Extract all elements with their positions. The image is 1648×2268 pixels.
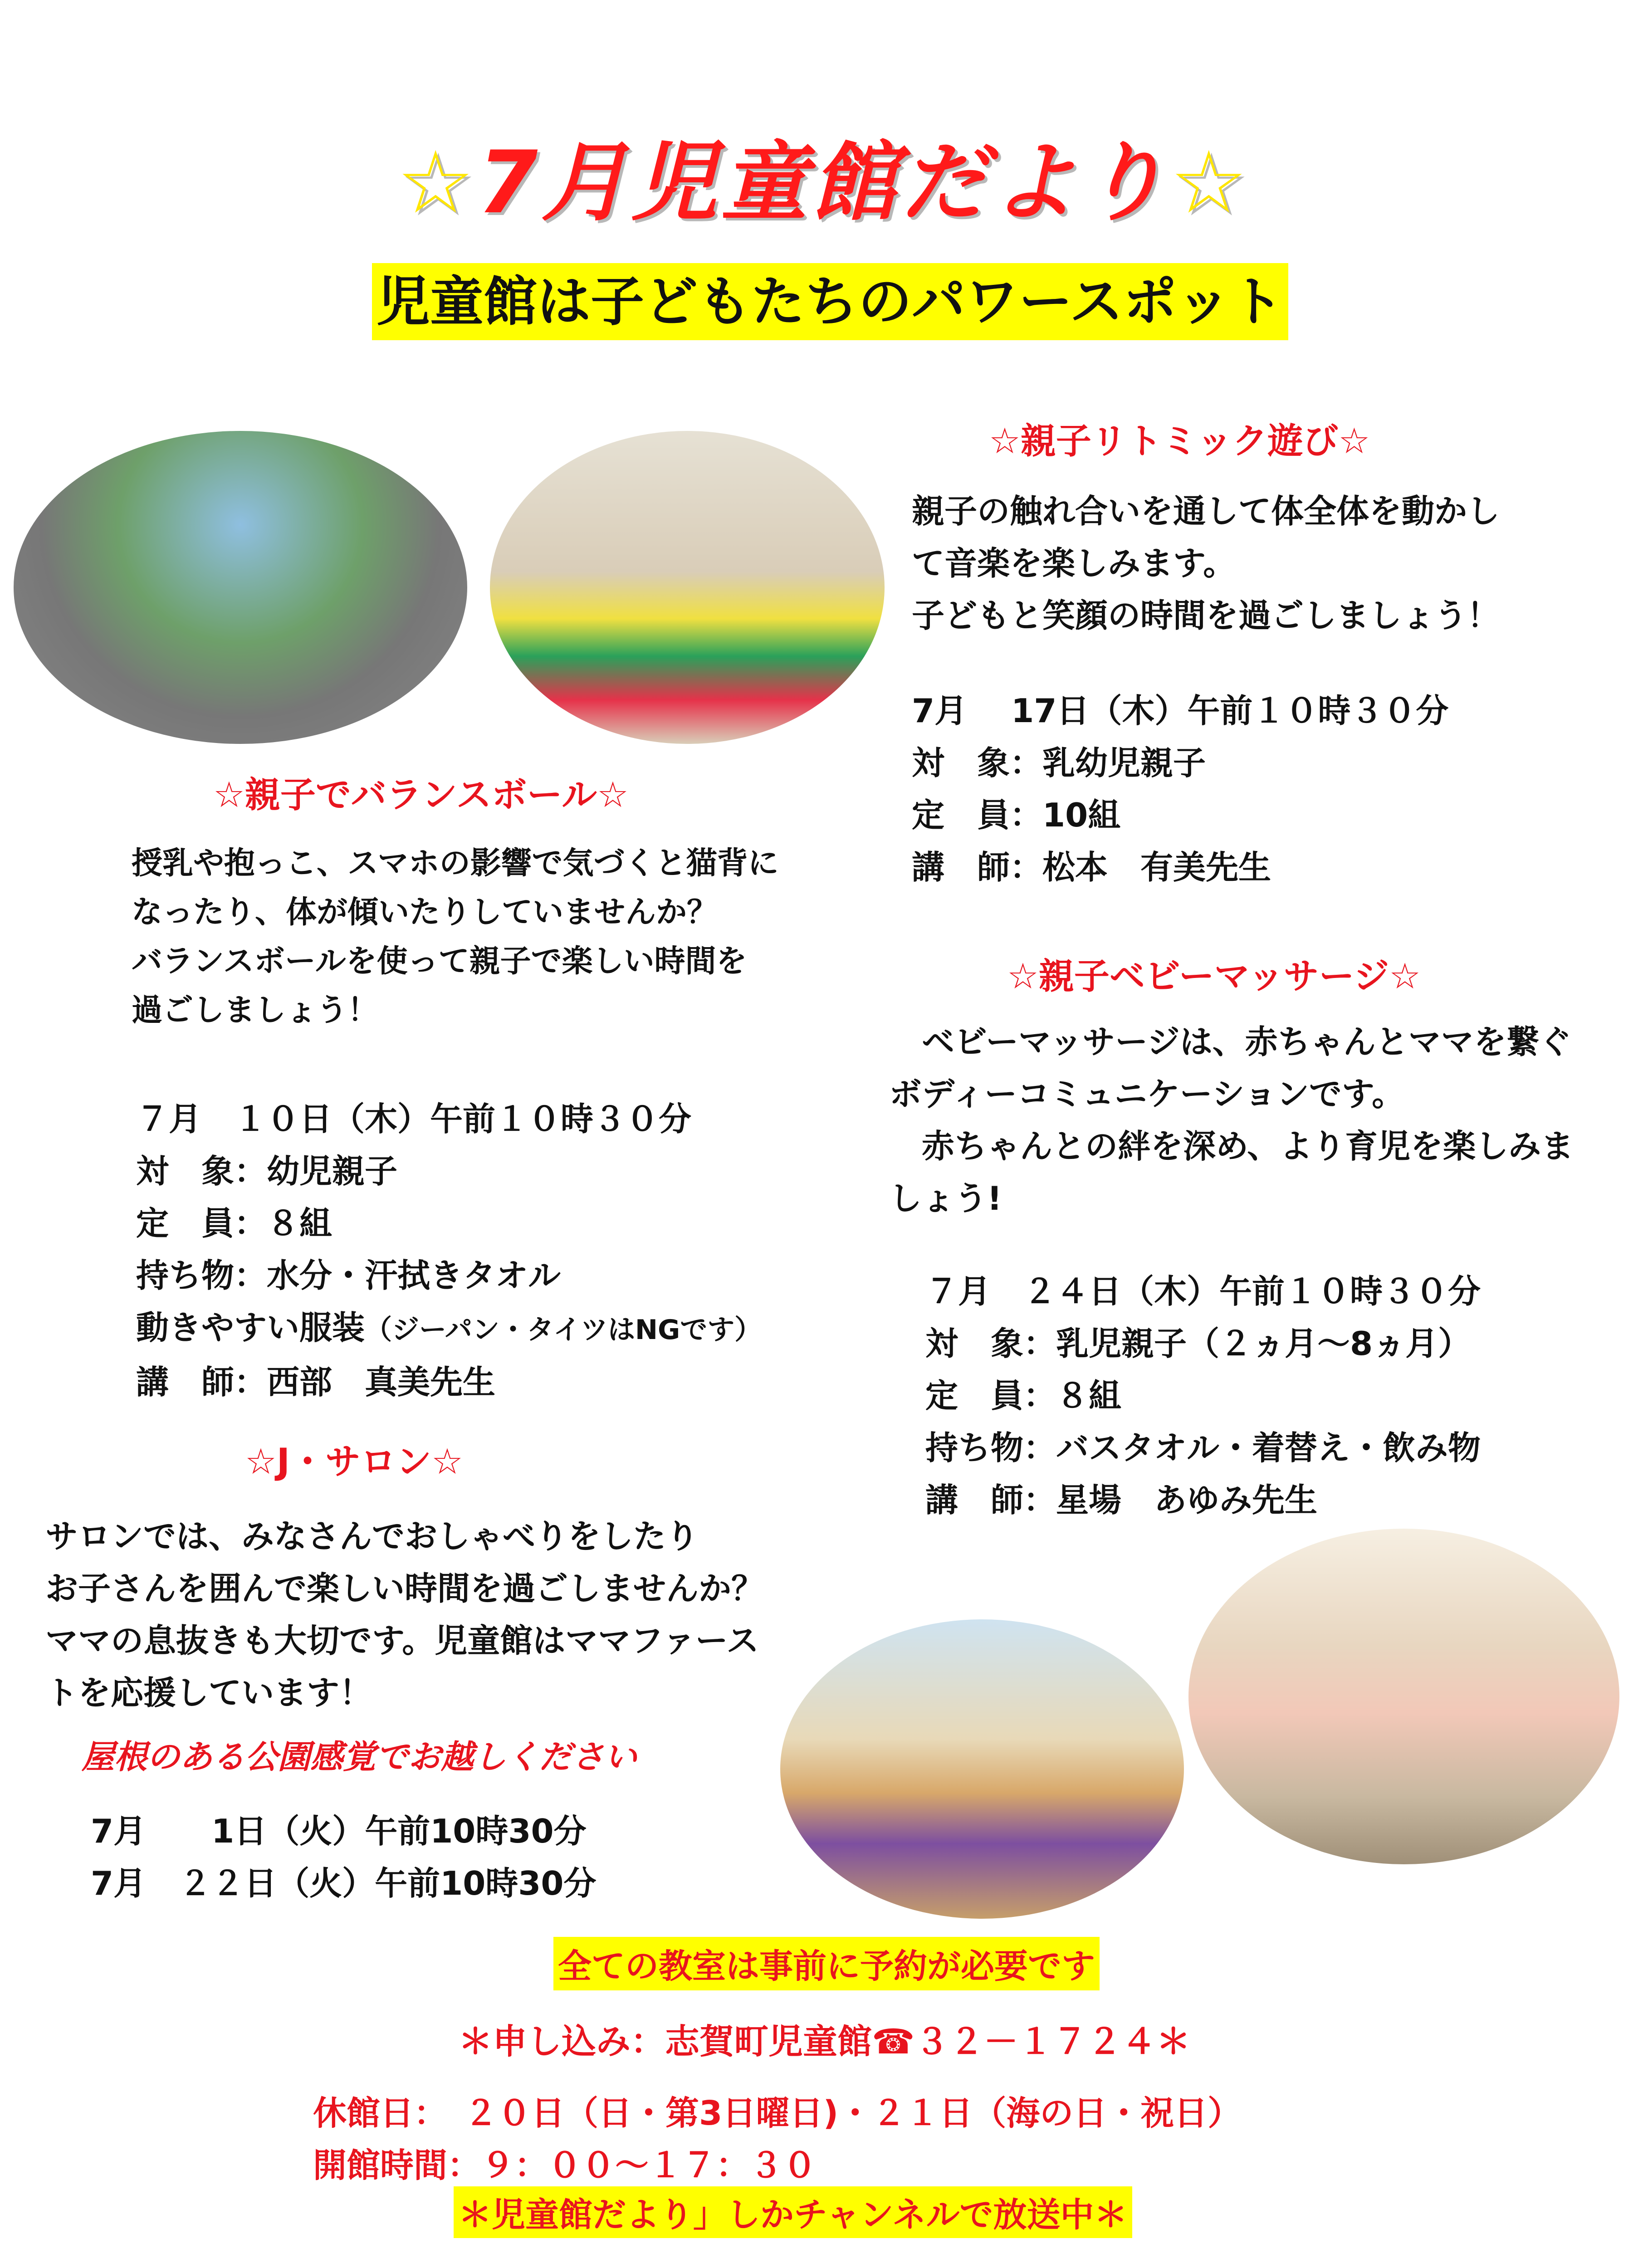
- event-date: 7月 1日（火）午前10時30分: [91, 1812, 587, 1850]
- event-capacity: 定 員：８組: [136, 1204, 333, 1242]
- event-date: 7月 ２２日（火）午前10時30分: [91, 1864, 597, 1902]
- text-line: 赤ちゃんとの絆を深め、より育児を楽しみま: [889, 1127, 1574, 1165]
- opening-hours: 開館時間：９：００～１７：３０: [313, 2146, 817, 2185]
- salon-dates: [91, 1805, 597, 1910]
- reservation-notice: 全ての教室は事前に予約が必要です: [553, 1937, 1100, 1990]
- text-line: 過ごしましょう！: [132, 992, 379, 1028]
- event-teacher: 講 師：星場 あゆみ先生: [925, 1481, 1318, 1519]
- text-line: ボディーコミュニケーションです。: [889, 1075, 1405, 1113]
- event-bring: 持ち物：バスタオル・着替え・飲み物: [925, 1429, 1481, 1467]
- salon-section-title: ☆J・サロン☆: [245, 1442, 463, 1482]
- photo-children-running: [14, 431, 467, 744]
- text-line: お子さんを囲んで楽しい時間を過ごしませんか？: [45, 1569, 764, 1608]
- balance-details: [136, 1093, 762, 1408]
- photo-balance-ball-class: [780, 1619, 1184, 1919]
- text-line: なったり、体が傾いたりしていませんか？: [132, 894, 718, 930]
- broadcast-notice: ＊児童館だより」しかチャンネルで放送中＊: [454, 2186, 1132, 2238]
- star-icon: ☆: [397, 132, 478, 233]
- text-line: サロンでは、みなさんでおしゃべりをしたり: [45, 1517, 699, 1555]
- apply-contact: ＊申し込み：志賀町児童館☎３２－１７２４＊: [458, 2021, 1191, 2062]
- title-text: 7月児童館だより: [478, 132, 1170, 233]
- text-line: ママの息抜きも大切です。児童館はママファース: [45, 1622, 759, 1660]
- event-capacity: 定 員：10組: [912, 796, 1121, 834]
- rhythmic-details: [912, 685, 1448, 894]
- text-line: 子どもと笑顔の時間を過ごしましょう！: [912, 596, 1500, 635]
- balance-section-title: ☆親子でバランスボール☆: [213, 775, 629, 816]
- balance-description: [132, 839, 779, 1035]
- massage-description: [889, 1016, 1574, 1225]
- event-date: ７月 １０日（木）午前１０時３０分: [136, 1100, 692, 1138]
- subtitle-banner: 児童館は子どもたちのパワースポット: [372, 263, 1288, 340]
- closed-days: 休館日： ２０日（日・第3日曜日)・２１日（海の日・祝日）: [313, 2094, 1242, 2133]
- salon-description: [45, 1510, 764, 1719]
- text-line: ベビーマッサージは、赤ちゃんとママを繋ぐ: [889, 1023, 1572, 1061]
- photo-playroom: [490, 431, 885, 744]
- text-line: 親子の触れ合いを通して体全体を動かし: [912, 492, 1500, 530]
- clothes-main: 動きやすい服装: [136, 1309, 365, 1347]
- text-line: バランスボールを使って親子で楽しい時間を: [132, 943, 747, 979]
- text-line: しょう!: [889, 1179, 1002, 1217]
- event-capacity: 定 員：８組: [925, 1377, 1122, 1415]
- text-line: 授乳や抱っこ、スマホの影響で気づくと猫背に: [132, 846, 779, 881]
- event-date: ７月 ２４日（木）午前１０時３０分: [925, 1272, 1481, 1310]
- rhythmic-section-title: ☆親子リトミック遊び☆: [989, 421, 1370, 462]
- clothes-note: （ジーパン・タイツはNGです）: [365, 1314, 762, 1346]
- text-line: トを応援しています！: [45, 1674, 372, 1712]
- photo-baby-massage: [1188, 1529, 1619, 1864]
- event-bring: 持ち物：水分・汗拭きタオル: [136, 1256, 561, 1295]
- event-date: 7月 17日（木）午前１０時３０分: [912, 692, 1449, 730]
- massage-details: [925, 1266, 1481, 1526]
- event-clothes: [136, 1302, 762, 1356]
- salon-tagline: 屋根のある公園感覚でお越しください: [82, 1738, 637, 1776]
- event-target: 対 象：幼児親子: [136, 1152, 398, 1190]
- star-icon: ☆: [1170, 132, 1251, 233]
- page-title: [0, 113, 1648, 237]
- rhythmic-description: [912, 485, 1500, 642]
- event-target: 対 象：乳児親子（２ヵ月～8ヵ月）: [925, 1325, 1471, 1363]
- event-teacher: 講 師：松本 有美先生: [912, 848, 1271, 886]
- event-target: 対 象：乳幼児親子: [912, 744, 1206, 782]
- event-teacher: 講 師：西部 真美先生: [136, 1363, 496, 1401]
- text-line: て音楽を楽しみます。: [912, 544, 1236, 582]
- massage-section-title: ☆親子ベビーマッサージ☆: [1007, 956, 1421, 997]
